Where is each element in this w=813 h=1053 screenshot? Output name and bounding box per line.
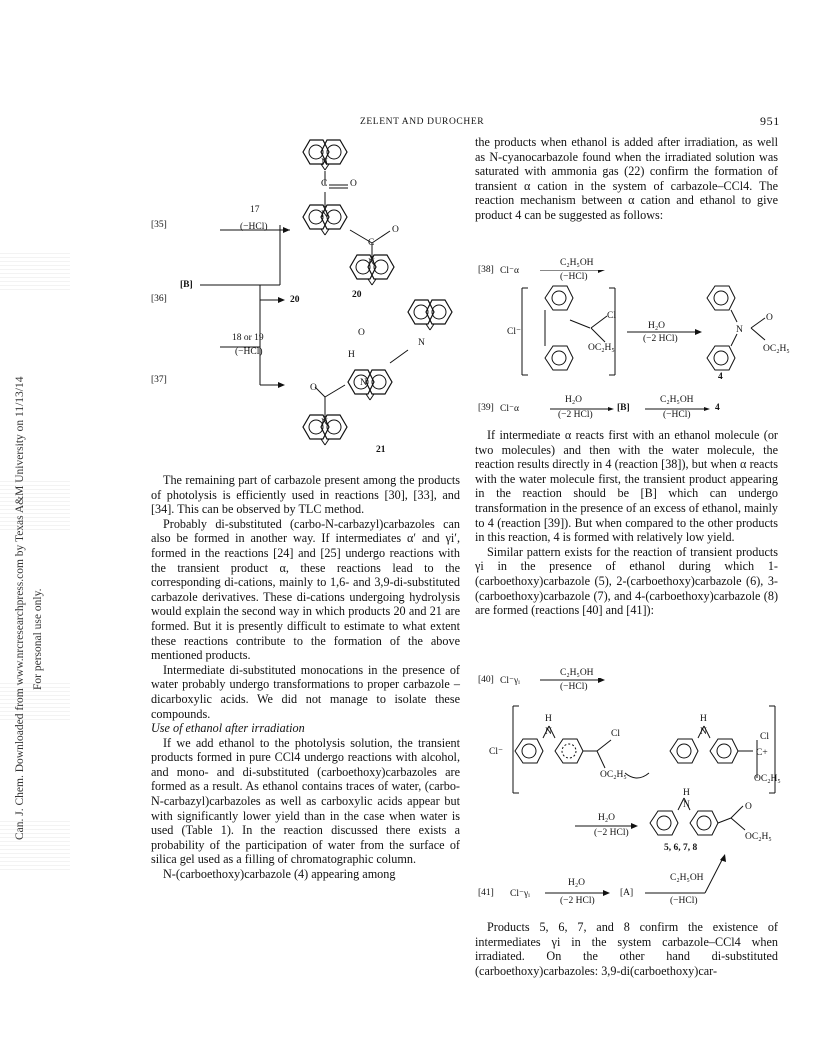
arrow-37-reagent: 18 or 19 — [232, 333, 264, 343]
reaction-40-byproduct: (−HCl) — [560, 682, 588, 692]
atom-N: N — [360, 378, 367, 388]
right-column-bottom — [475, 920, 778, 978]
atom-Cl: Cl — [760, 732, 769, 742]
reaction-40-reagent: C₂H₅OH — [560, 668, 594, 678]
atom-Cl: Cl — [607, 311, 616, 321]
atom-N: N — [736, 325, 743, 335]
reaction-41-byproduct-1: (−2 HCl) — [560, 896, 595, 906]
ethoxy-label: OC₂H₅ — [600, 770, 627, 780]
reaction-39-byproduct-1: (−2 HCl) — [558, 410, 593, 420]
atom-N: N — [418, 338, 425, 348]
atom-H: H — [348, 350, 355, 360]
atom-O: O — [766, 313, 773, 323]
atom-H: H — [700, 714, 707, 724]
reaction-39-reagent-2: C₂H₅OH — [660, 395, 694, 405]
paragraph: If intermediate α reacts first with an ethanol molecule (or two molecules) and then with the water molecule, the reaction results directly in 4 (reaction [38]), but when α reacts with the water molecule first, the transient product appearing in the reaction should be [B] which can undergo transformation in the presence of an excess of ethanol, mainly to 4 (reaction [39]). But when compared to the other products in this reaction, 4 is formed with relatively low yield. — [475, 428, 778, 545]
chloride-label: Cl⁻ — [507, 327, 521, 337]
atom-N: N — [321, 210, 328, 220]
reaction-41-byproduct-2: (−HCl) — [670, 896, 698, 906]
compound-21-label: 21 — [376, 445, 386, 455]
arrow-36-product: 20 — [290, 295, 300, 305]
atom-N: N — [321, 418, 328, 428]
atom-N: N — [683, 800, 690, 810]
reaction-41-label: [41] — [478, 888, 494, 898]
compound-20-label: 20 — [352, 290, 362, 300]
reaction-37-label: [37] — [151, 375, 167, 385]
reaction-39-reagent-1: H₂O — [565, 395, 583, 405]
reagent-water: H₂O — [648, 321, 666, 331]
byproduct-2hcl: (−2 HCl) — [643, 334, 678, 344]
reaction-39-label: [39] — [478, 403, 494, 413]
ethoxy-label: OC₂H₅ — [745, 832, 772, 842]
paragraph: N-(carboethoxy)carbazole (4) appearing among — [163, 867, 396, 882]
carbocation-label: C+ — [756, 748, 768, 758]
atom-H: H — [683, 788, 690, 798]
paragraph: Products 5, 6, 7, and 8 confirm the existence of intermediates γi in the system carbazole–CCl4 when irradiated. On the other hand di-substituted (carboethoxy)carbazoles: 3,9-di(carboethoxy)car- — [475, 920, 778, 978]
reaction-41-reagent-1: H₂O — [568, 878, 586, 888]
atom-H: H — [545, 714, 552, 724]
watermark-line-1: Can. J. Chem. Downloaded from www.nrcresearchpress.com by Texas A&M University on 11/13/14 — [14, 376, 26, 840]
reaction-41-reagent-2: C₂H₅OH — [670, 873, 704, 883]
atom-N: N — [700, 727, 707, 737]
page-number: 951 — [760, 114, 780, 128]
scheme-left-diagram — [140, 135, 460, 465]
paragraph: Intermediate di-substituted monocations in the presence of water probably undergo transformations to proper carbazole – dicarboxylic acids. We did not manage to isolate these compounds. — [151, 662, 460, 721]
atom-O: O — [358, 328, 365, 338]
atom-O: O — [392, 225, 399, 235]
atom-N: N — [368, 258, 375, 268]
reaction-39-arrows — [540, 407, 720, 411]
reaction-39-reactant: Cl⁻α — [500, 404, 519, 414]
atom-Cl: Cl — [611, 729, 620, 739]
arrow-37-byproduct: (−HCl) — [235, 347, 263, 357]
reaction-39-byproduct-2: (−HCl) — [663, 410, 691, 420]
paragraph: Probably di-substituted (carbo-N-carbazyl)carbazoles can also be formed in another way. If intermediates α′ and γi′, formed in the reactions [24] and [25] undergo reactions with the transient product α, these reactions lead to the corresponding di-cations, mainly to 1,6- and 3,9-di-substituted carbazole derivatives. These di-cations undergoing hydrolysis would explain the second way in which products 20 and 21 are formed. But it is presently difficult to estimate to what extent these reactions contribute to the formation of the above mentioned products. — [151, 516, 460, 663]
reaction-41-reactant: Cl⁻γᵢ — [510, 889, 530, 899]
atom-N: N — [321, 158, 328, 168]
chloride-label: Cl⁻ — [489, 747, 503, 757]
paragraph: If we add ethanol to the photolysis solution, the transient products formed in pure CCl4 undergo reactions with alcohol, and mono- and di-substituted (carboethoxy)carbazoles are formed as a result. As ethanol contains traces of water, (carbo-N-carbazyl)carbazoles as well as carboxylic acids appear but with significantly lower yield than in the case when water is used (Table 1). In the reaction discussed there exists a probability of the participation of water from the surface of silica gel used as a filling of chromatographic column. — [151, 735, 460, 867]
reaction-35-label: [35] — [151, 220, 167, 230]
paragraph: Similar pattern exists for the reaction of transient products γi in the presence of ethanol during which 1-(carboethoxy)carbazole (5), 2-(carboethoxy)carbazole (6), 3-(carboethoxy)carbazole (7), and 4-(carboethoxy)carbazole (8) are formed (reactions [40] and [41]): — [475, 544, 778, 618]
watermark-line-2: For personal use only. — [32, 588, 44, 690]
section-heading: Use of ethanol after irradiation — [151, 721, 305, 736]
left-column — [151, 473, 460, 882]
reaction-40-label: [40] — [478, 675, 494, 685]
reaction-38-reagent: C₂H₅OH — [560, 258, 594, 268]
paragraph: The remaining part of carbazole present among the products of photolysis is efficiently used in reactions [30], [33], and [34]. This can be observed by TLC method. — [151, 473, 460, 517]
atom-C: C — [368, 238, 375, 248]
paragraph: the products when ethanol is added after irradiation, as well as N-cyanocarbazole found when the irradiated solution was saturated with ammonia gas (22) confirm the formation of transient α cation in the system of carbazole–CCl4. The reaction mechanism between α cation and ethanol to give product 4 can be suggested as follows: — [475, 135, 778, 222]
reaction-40-reactant: Cl⁻γᵢ — [500, 676, 520, 686]
reaction-38-label: [38] — [478, 265, 494, 275]
reaction-41-intermediate: [A] — [620, 888, 634, 898]
atom-C: C — [321, 179, 328, 189]
reaction-38-reactant: Cl⁻α — [500, 266, 519, 276]
reaction-38-byproduct: (−HCl) — [560, 272, 588, 282]
reagent-water: H₂O — [598, 813, 616, 823]
reaction-39-product: 4 — [715, 403, 720, 413]
ethoxy-label: OC₂H₅ — [754, 774, 781, 784]
ethoxy-label: OC₂H₅ — [763, 344, 790, 354]
reaction-36-label: [36] — [151, 294, 167, 304]
compounds-5-8-label: 5, 6, 7, 8 — [664, 843, 698, 853]
arrow-35-reagent: 17 — [250, 205, 260, 215]
right-column-top — [475, 135, 778, 223]
intermediate-B-label: [B] — [180, 280, 193, 290]
compound-4-label: 4 — [718, 372, 723, 382]
download-watermark — [14, 280, 62, 840]
ethoxy-label: OC₂H₅ — [588, 343, 615, 353]
byproduct-2hcl: (−2 HCl) — [594, 828, 629, 838]
atom-O: O — [745, 802, 752, 812]
scheme-40-41-diagram — [475, 678, 780, 908]
arrow-35-byproduct: (−HCl) — [240, 222, 268, 232]
right-column-middle — [475, 428, 778, 618]
atom-O: O — [350, 179, 357, 189]
atom-O: O — [310, 383, 317, 393]
reaction-39-intermediate: [B] — [617, 403, 630, 413]
running-header: ZELENT AND DUROCHER — [360, 117, 485, 127]
atom-N: N — [545, 727, 552, 737]
